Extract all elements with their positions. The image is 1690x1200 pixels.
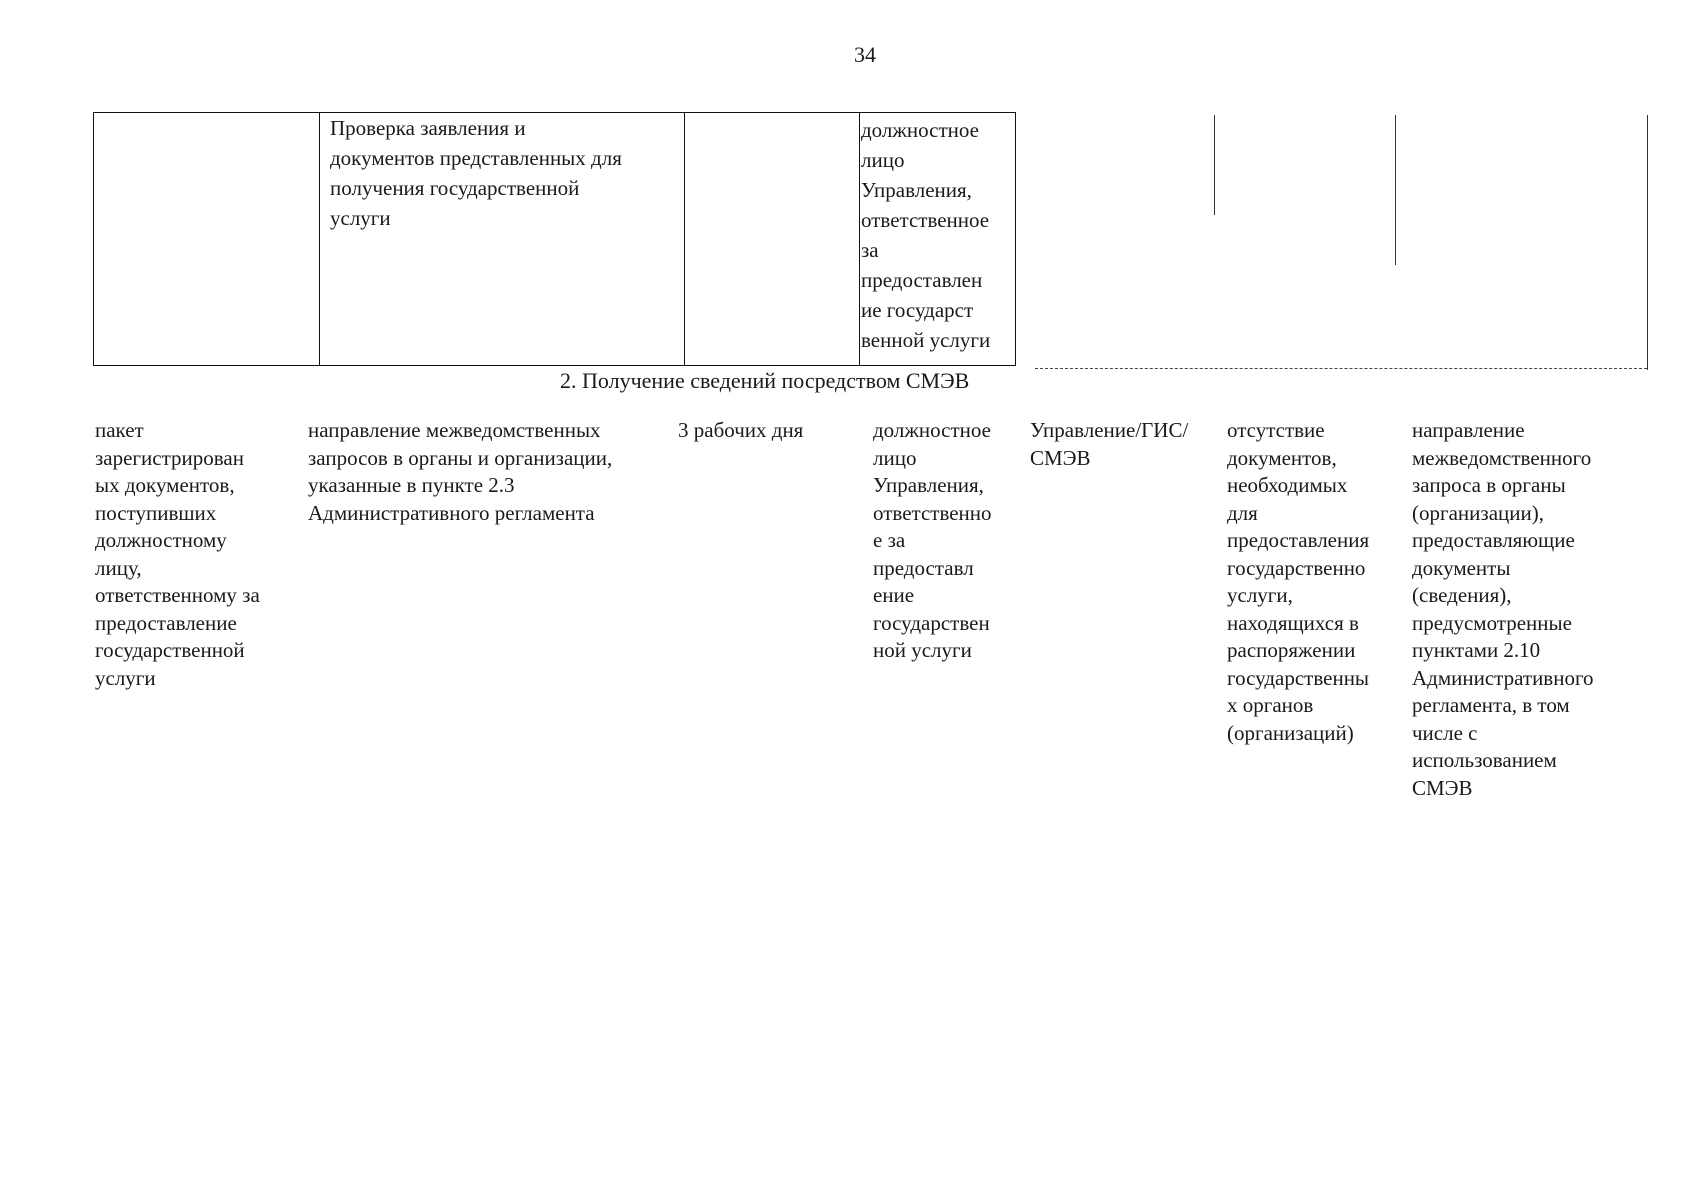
stage1-action-text: Проверка заявления и документов представленных для получения государственной услуги <box>330 116 622 230</box>
section-title: 2. Получение сведений посредством СМЭВ <box>560 368 970 393</box>
faint-col-border <box>1647 115 1648 370</box>
faint-col-border <box>1395 115 1396 265</box>
table-col-border <box>859 112 860 366</box>
table-col-border <box>1015 112 1016 366</box>
cell-term: 3 рабочих дня <box>678 418 804 442</box>
cell-responsible: должностное лицо Управления, ответственно е за предоставл ение государствен ной услуги <box>873 418 992 662</box>
faint-row-border <box>1035 368 1647 369</box>
table-col-border <box>684 112 685 366</box>
table-col-border <box>319 112 320 366</box>
cell-criteria: отсутствие документов, необходимых для предоставления государственно услуги, находящихся в распоряжении государственны х органов (организаций) <box>1227 418 1370 745</box>
cell-basis: пакет зарегистрирован ых документов, поступивших должностному лицу, ответственному за предоставление государственной услуги <box>95 418 260 690</box>
table-col-border <box>93 112 94 366</box>
cell-content: направление межведомственных запросов в органы и организации, указанные в пункте 2.3 Административного регламента <box>308 418 613 525</box>
cell-result: направление межведомственного запроса в органы (организации), предоставляющие документы (сведения), предусмотренные пунктами 2.10 Административного регламента, в том числе с использованием СМЭВ <box>1412 418 1594 800</box>
cell-place: Управление/ГИС/ СМЭВ <box>1030 418 1189 470</box>
faint-col-border <box>1214 115 1215 215</box>
table-bottom-border <box>93 365 1015 366</box>
stage1-responsible-text: должностное лицо Управления, ответственное за предоставлен ие государст венной услуги <box>861 118 991 352</box>
page-number: 34 <box>854 42 876 67</box>
